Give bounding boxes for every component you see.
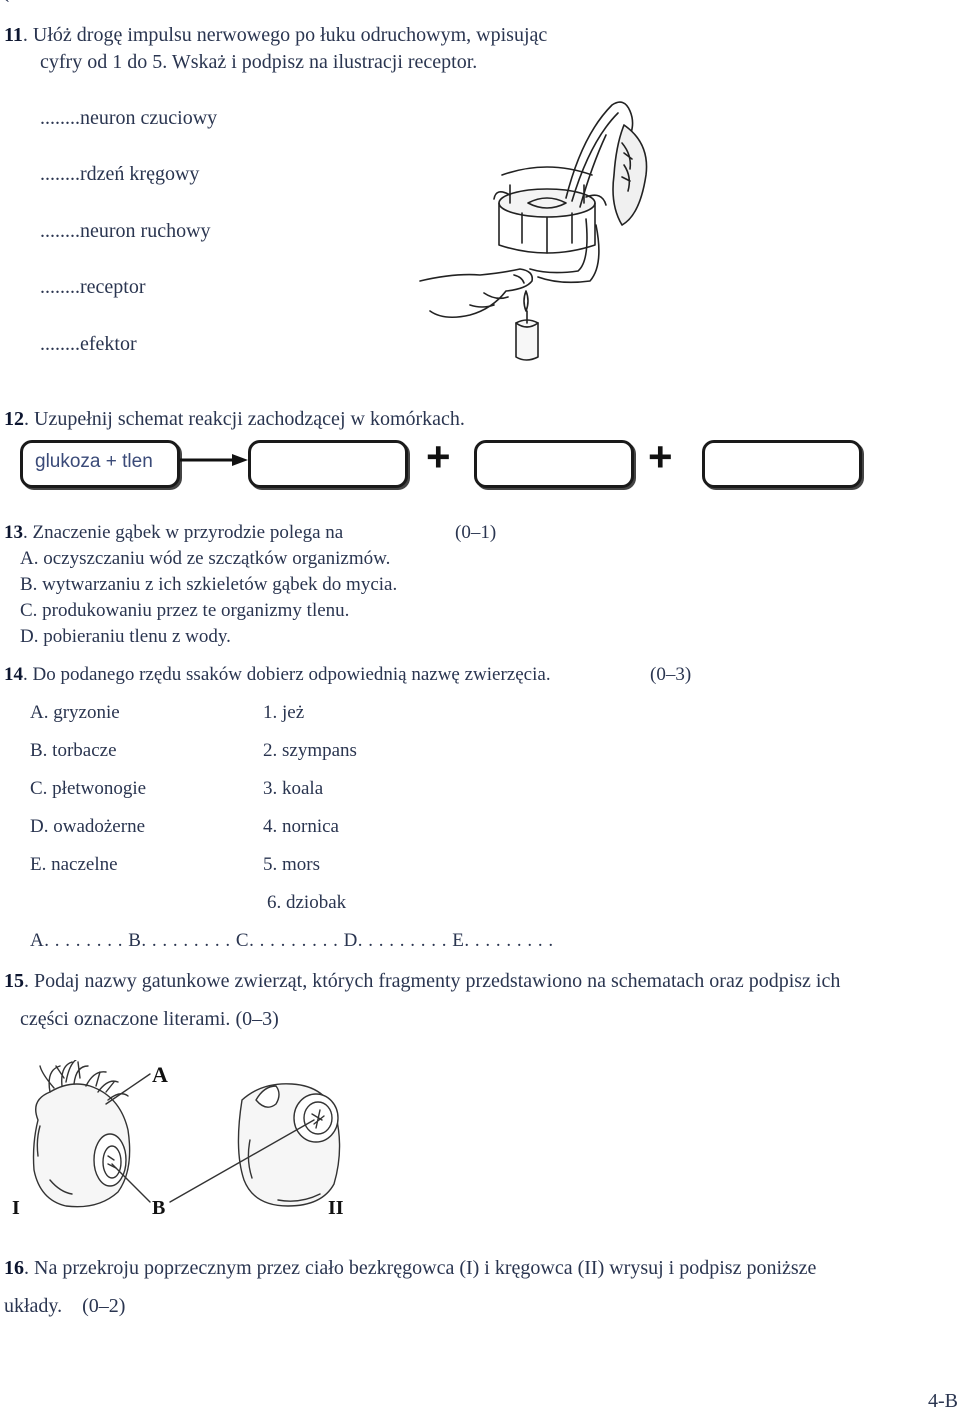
- page-number: 4-B: [928, 1390, 958, 1412]
- q13-line: [4, 522, 343, 544]
- q13-text: . Znaczenie gąbek w przyrodzie polega na: [23, 522, 344, 543]
- label-ii: II: [328, 1197, 344, 1219]
- q14-order-a: A. gryzonie: [30, 702, 120, 723]
- label-i: I: [12, 1197, 20, 1219]
- q14-order-c: C. płetwonogie: [30, 778, 147, 799]
- q14-points: (0–3): [650, 664, 692, 685]
- q14-animal-5: 5. mors: [263, 854, 320, 875]
- reflex-arc-illustration: [410, 95, 660, 365]
- q14-answer-line[interactable]: A. . . . . . . . B. . . . . . . . . C. . . . . . . . . D. . . . . . . . . E. . . . . . . . .: [30, 930, 554, 951]
- q11-line2: cyfry od 1 do 5. Wskaż i podpisz na ilustracji receptor.: [40, 51, 478, 73]
- q16-points: (0–2): [82, 1295, 126, 1317]
- q16-number: 16: [4, 1257, 24, 1279]
- q13-option-d: D. pobieraniu tlenu z wody.: [20, 626, 231, 647]
- q15-text-2: części oznaczone literami.: [20, 1008, 231, 1030]
- stray-mark: `: [4, 0, 10, 16]
- reaction-substrates-text: glukoza + tlen: [35, 451, 153, 472]
- q11-item-receptor: ........receptor: [40, 276, 146, 298]
- reaction-arrow-icon: [180, 452, 250, 472]
- q14-animal-6: 6. dziobak: [267, 892, 347, 913]
- q12-number: 12: [4, 408, 24, 430]
- q15-points: (0–3): [235, 1008, 279, 1030]
- q13-option-a: A. oczyszczaniu wód ze szczątków organizmów.: [20, 548, 391, 569]
- q13-number: 13: [4, 522, 23, 543]
- q13-option-c: C. produkowaniu przez te organizmy tlenu.: [20, 600, 350, 621]
- q16-line2: [4, 1295, 125, 1318]
- label-a: A: [152, 1062, 168, 1087]
- reaction-product-box-2[interactable]: [474, 440, 634, 488]
- q14-number: 14: [4, 664, 23, 685]
- reaction-substrates-box: [20, 440, 180, 488]
- q14-order-b: B. torbacze: [30, 740, 117, 761]
- q14-line: [4, 664, 551, 686]
- q16-line1: [4, 1257, 816, 1280]
- q11-text: . Ułóż drogę impulsu nerwowego po łuku odruchowym, wpisując: [22, 24, 548, 46]
- q14-animal-4: 4. nornica: [263, 816, 339, 837]
- animal-fragments-illustration: [10, 1060, 370, 1220]
- q14-animal-2: 2. szympans: [263, 740, 357, 761]
- q14-text: . Do podanego rzędu ssaków dobierz odpowiednią nazwę zwierzęcia.: [23, 664, 551, 685]
- q13-points: (0–1): [455, 522, 497, 543]
- q16-text: . Na przekroju poprzecznym przez ciało bezkręgowca (I) i kręgowca (II) wrysuj i podpisz poniższe: [24, 1257, 817, 1279]
- plus-sign-2: +: [648, 433, 673, 480]
- q11-item-motor-neuron: ........neuron ruchowy: [40, 220, 211, 242]
- label-b: B: [152, 1197, 166, 1219]
- q16-text-2: układy.: [4, 1295, 63, 1317]
- q14-animal-1: 1. jeż: [263, 702, 305, 723]
- reaction-product-box-1[interactable]: [248, 440, 408, 488]
- q12-line: [4, 408, 465, 431]
- q11-item-sensory-neuron: ........neuron czuciowy: [40, 107, 218, 129]
- q11-item-effector: ........efektor: [40, 333, 137, 355]
- q15-line2: [20, 1008, 279, 1031]
- plus-sign-1: +: [426, 433, 451, 480]
- q15-line1: [4, 970, 840, 993]
- reaction-product-box-3[interactable]: [702, 440, 862, 488]
- q12-text: . Uzupełnij schemat reakcji zachodzącej w komórkach.: [24, 408, 465, 430]
- q11-number: 11: [4, 24, 23, 46]
- q14-animal-3: 3. koala: [263, 778, 324, 799]
- q13-option-b: B. wytwarzaniu z ich szkieletów gąbek do mycia.: [20, 574, 398, 595]
- q11-line1: [4, 24, 547, 47]
- q15-number: 15: [4, 970, 24, 992]
- q14-order-d: D. owadożerne: [30, 816, 146, 837]
- q15-text: . Podaj nazwy gatunkowe zwierząt, których fragmenty przedstawiono na schematach oraz podpisz ich: [24, 970, 841, 992]
- q11-item-spinal-cord: ........rdzeń kręgowy: [40, 163, 200, 185]
- q14-order-e: E. naczelne: [30, 854, 118, 875]
